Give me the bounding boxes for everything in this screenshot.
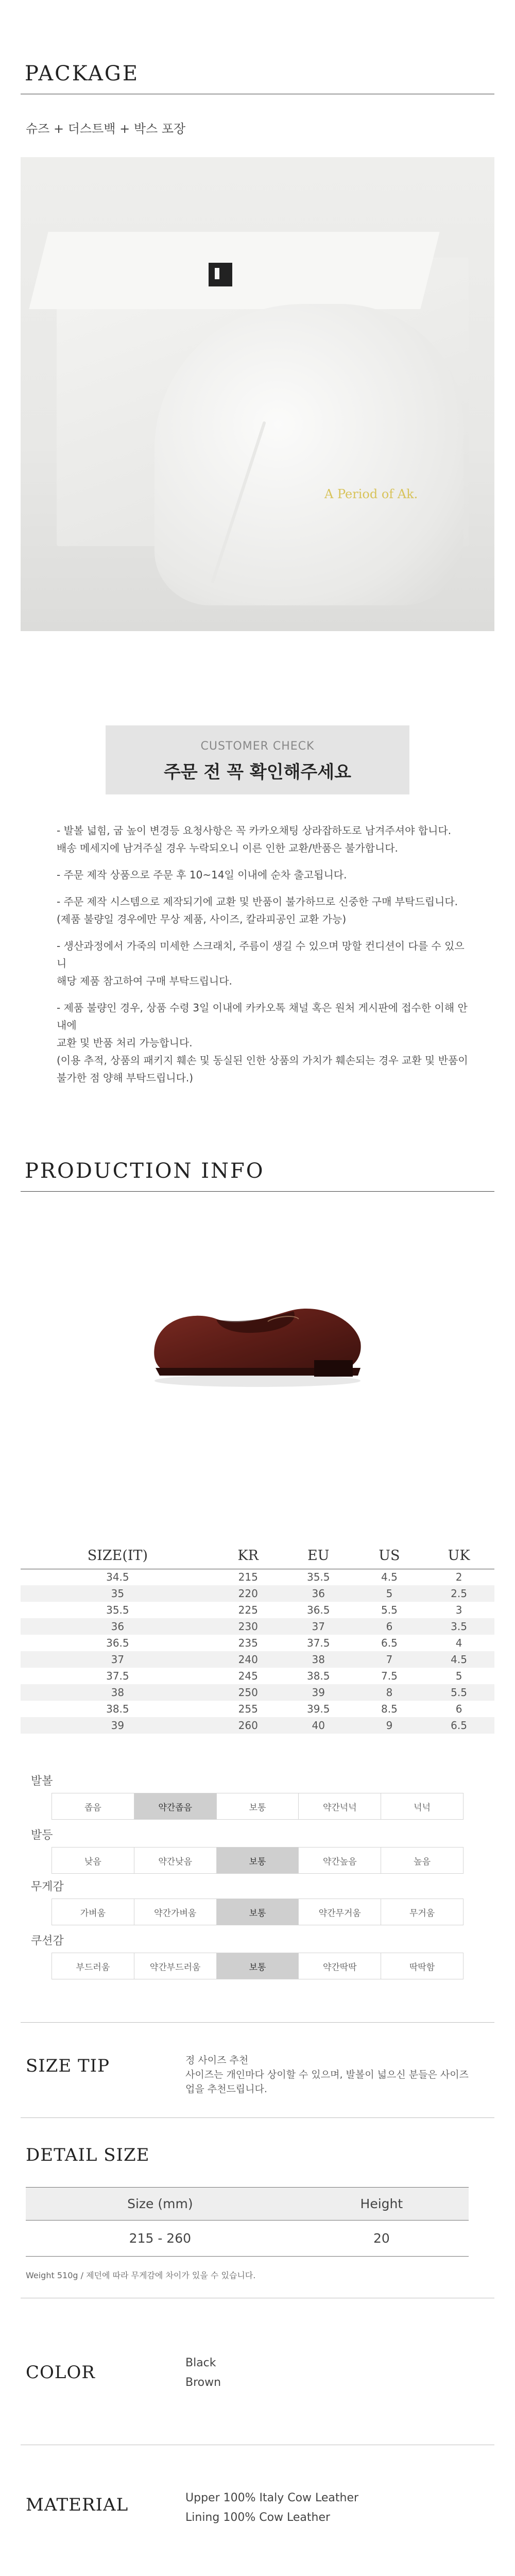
size-tip-line: 사이즈는 개인마다 상이할 수 있으며, 발볼이 넓으신 분들은 사이즈 업을 추천드립니다.	[185, 2069, 469, 2095]
size-cell: 255	[238, 1703, 258, 1715]
note-line: 해당 제품 참고하여 구매 부탁드립니다.	[57, 975, 232, 987]
size-cell: 37	[21, 1651, 215, 1668]
package-subtitle: 슈즈 + 더스트백 + 박스 포장	[26, 122, 186, 136]
weight-note: Weight 510g / 제던에 따라 무게감에 차이가 있을 수 있습니다.	[26, 2270, 256, 2280]
detail-size-table	[26, 2187, 469, 2257]
detail-height-value: 20	[295, 2221, 469, 2257]
fit-option: 약간가벼움	[134, 1899, 217, 1925]
color-value: Brown	[185, 2376, 221, 2389]
size-cell: 39.5	[306, 1703, 330, 1715]
fit-label: 발볼	[31, 1775, 53, 1788]
detail-size-header: Height	[295, 2188, 469, 2221]
size-row	[21, 1602, 494, 1618]
size-cell: 34.5	[106, 1571, 129, 1584]
customer-check-sub: CUSTOMER CHECK	[200, 740, 315, 753]
fit-option: 약간높음	[299, 1848, 381, 1873]
fit-option: 약간넉넉	[299, 1793, 381, 1819]
size-cell: 225	[238, 1604, 258, 1616]
size-cell: 35.5	[106, 1604, 129, 1616]
size-cell: 37.5	[306, 1637, 330, 1649]
size-cell: 35.5	[306, 1571, 330, 1584]
fit-label: 쿠션감	[31, 1935, 64, 1947]
size-cell: 4.5	[423, 1651, 494, 1668]
size-row	[21, 1668, 494, 1684]
size-header: EU	[282, 1543, 355, 1569]
detail-size-header: Size (mm)	[26, 2188, 295, 2221]
note-line: - 발볼 넓힘, 굽 높이 변경등 요청사항은 꼭 카카오채팅 상라잡하도로 남겨주셔야 합니다.	[57, 824, 452, 837]
detail-size-divider	[21, 2117, 494, 2118]
fit-option: 넉넉	[414, 1802, 431, 1813]
fit-option: 보통	[217, 1793, 299, 1819]
size-header: KR	[215, 1543, 282, 1569]
fit-option-selected: 보통	[217, 1899, 299, 1925]
size-row	[21, 1651, 494, 1668]
fit-option: 약간낮음	[134, 1848, 217, 1873]
size-cell: 8.5	[381, 1703, 398, 1715]
size-cell: 2.5	[423, 1585, 494, 1602]
production-info-divider	[21, 1191, 494, 1192]
size-cell: 35	[21, 1585, 215, 1602]
fit-option: 약간부드러움	[134, 1953, 217, 1979]
fit-rating-row	[52, 1847, 464, 1874]
material-values	[185, 2488, 358, 2528]
color-label: COLOR	[26, 2362, 95, 2383]
size-cell: 245	[238, 1670, 258, 1682]
size-cell: 6	[355, 1618, 423, 1635]
detail-size-value: 215 - 260	[26, 2221, 295, 2257]
material-value: Upper 100% Italy Cow Leather	[185, 2492, 359, 2504]
size-cell: 37.5	[106, 1670, 129, 1682]
fit-rating-row	[52, 1793, 464, 1820]
note-line: - 주문 제작 시스템으로 제작되기에 교환 및 반품이 불가하므로 신중한 구매 부탁드립니다.	[57, 895, 458, 908]
size-row	[21, 1701, 494, 1717]
size-cell: 5.5	[381, 1604, 398, 1616]
size-cell: 230	[215, 1618, 282, 1635]
note-line: (제품 불량일 경우에만 무상 제품, 사이즈, 칼라피공인 교환 가능)	[57, 913, 347, 925]
loafer-shoe-image	[144, 1270, 371, 1391]
dust-bag	[154, 304, 464, 605]
size-cell: 6	[455, 1703, 462, 1715]
size-cell: 7.5	[381, 1670, 398, 1682]
size-cell: 240	[215, 1651, 282, 1668]
size-cell: 36.5	[306, 1604, 330, 1616]
fit-option-selected: 약간좁음	[134, 1793, 217, 1819]
fit-label: 발등	[31, 1829, 53, 1842]
note-line: - 제품 불량인 경우, 상품 수령 3일 이내에 카카오톡 채널 혹은 원처 게시판에 접수한 이해 안내에	[57, 1002, 468, 1031]
fit-label: 무게감	[31, 1880, 64, 1893]
size-cell: 40	[282, 1717, 355, 1734]
color-value: Black	[185, 2357, 216, 2369]
size-tip-line: 정 사이즈 추천	[185, 2055, 249, 2066]
size-cell: 2	[455, 1571, 462, 1584]
fit-option: 약간무거움	[299, 1899, 381, 1925]
size-cell: 39	[282, 1684, 355, 1701]
customer-check-main: 주문 전 꼭 확인해주세요	[164, 762, 351, 783]
fit-option: 낮음	[52, 1848, 134, 1873]
size-tip-text	[185, 2053, 474, 2096]
size-cell: 36	[21, 1618, 215, 1635]
size-cell: 220	[215, 1585, 282, 1602]
size-cell: 6.5	[381, 1637, 398, 1649]
note-line: - 주문 제작 상품으로 주문 후 10~14일 이내에 순차 출고됩니다.	[57, 869, 347, 881]
size-cell: 250	[215, 1684, 282, 1701]
note-line: 교환 및 반품 처리 가능합니다.	[57, 1037, 193, 1049]
size-cell: 3	[455, 1604, 462, 1616]
fit-rating-row	[52, 1899, 464, 1925]
note-line: - 생산과정에서 가죽의 미세한 스크래치, 주름이 생길 수 있으며 망할 컨디션이 다를 수 있으니	[57, 940, 465, 970]
shoe-box-lid	[29, 232, 439, 309]
dust-bag-logo: A Period of Ak.	[324, 487, 418, 501]
fit-option: 딱딱함	[409, 1962, 435, 1973]
size-cell: 5	[455, 1670, 462, 1682]
size-conversion-table	[21, 1543, 494, 1734]
box-logo-icon	[209, 263, 232, 286]
size-cell: 4	[455, 1637, 462, 1649]
material-label: MATERIAL	[26, 2495, 129, 2515]
size-cell: 36.5	[106, 1637, 129, 1649]
size-cell: 5	[355, 1585, 423, 1602]
size-cell: 39	[21, 1717, 215, 1734]
size-row	[21, 1717, 494, 1734]
production-info-title: PRODUCTION INFO	[25, 1159, 265, 1183]
size-cell: 36	[282, 1585, 355, 1602]
size-cell: 215	[238, 1571, 258, 1584]
size-cell: 38	[282, 1651, 355, 1668]
fit-rating-row	[52, 1953, 464, 1979]
customer-check-notes	[57, 822, 469, 1087]
package-title: PACKAGE	[25, 62, 140, 86]
note-line: 불가한 점 양해 부탁드립니다.)	[57, 1072, 194, 1084]
size-cell: 4.5	[381, 1571, 398, 1584]
size-cell: 5.5	[423, 1684, 494, 1701]
size-row	[21, 1585, 494, 1602]
fit-option-selected: 보통	[217, 1848, 299, 1873]
fit-option: 높음	[414, 1856, 431, 1867]
size-cell: 38.5	[106, 1703, 129, 1715]
note-line: 배송 메세지에 남겨주실 경우 누락되오니 이른 인한 교환/반품은 불가합니다.	[57, 842, 398, 854]
color-values	[185, 2353, 221, 2393]
size-row	[21, 1684, 494, 1701]
fit-option: 좁음	[52, 1793, 134, 1819]
note-line: (이용 추적, 상품의 패키지 훼손 및 동실된 인한 상품의 가치가 훼손되는 경우 교환 및 반품이	[57, 1054, 468, 1066]
size-row	[21, 1618, 494, 1635]
size-cell: 38	[21, 1684, 215, 1701]
size-cell: 9	[355, 1717, 423, 1734]
size-cell: 7	[355, 1651, 423, 1668]
fit-option: 가벼움	[52, 1899, 134, 1925]
fit-option-selected: 보통	[217, 1953, 299, 1979]
size-cell: 37	[282, 1618, 355, 1635]
size-tip-label: SIZE TIP	[26, 2056, 110, 2076]
fit-option: 약간딱딱	[299, 1953, 381, 1979]
package-photo	[21, 157, 494, 631]
size-row	[21, 1569, 494, 1585]
size-row	[21, 1635, 494, 1651]
size-cell: 38.5	[306, 1670, 330, 1682]
fit-option: 부드러움	[52, 1953, 134, 1979]
size-cell: 235	[238, 1637, 258, 1649]
size-header: US	[355, 1543, 423, 1569]
material-value: Lining 100% Cow Leather	[185, 2511, 331, 2524]
size-tip-divider	[21, 2022, 494, 2023]
size-cell: 8	[355, 1684, 423, 1701]
size-cell: 260	[215, 1717, 282, 1734]
size-header: SIZE(IT)	[21, 1543, 215, 1569]
size-cell: 6.5	[423, 1717, 494, 1734]
size-cell: 3.5	[423, 1618, 494, 1635]
customer-check-banner	[106, 725, 409, 794]
size-header: UK	[423, 1543, 494, 1569]
detail-size-label: DETAIL SIZE	[26, 2145, 150, 2165]
fit-option: 무거움	[409, 1908, 435, 1919]
